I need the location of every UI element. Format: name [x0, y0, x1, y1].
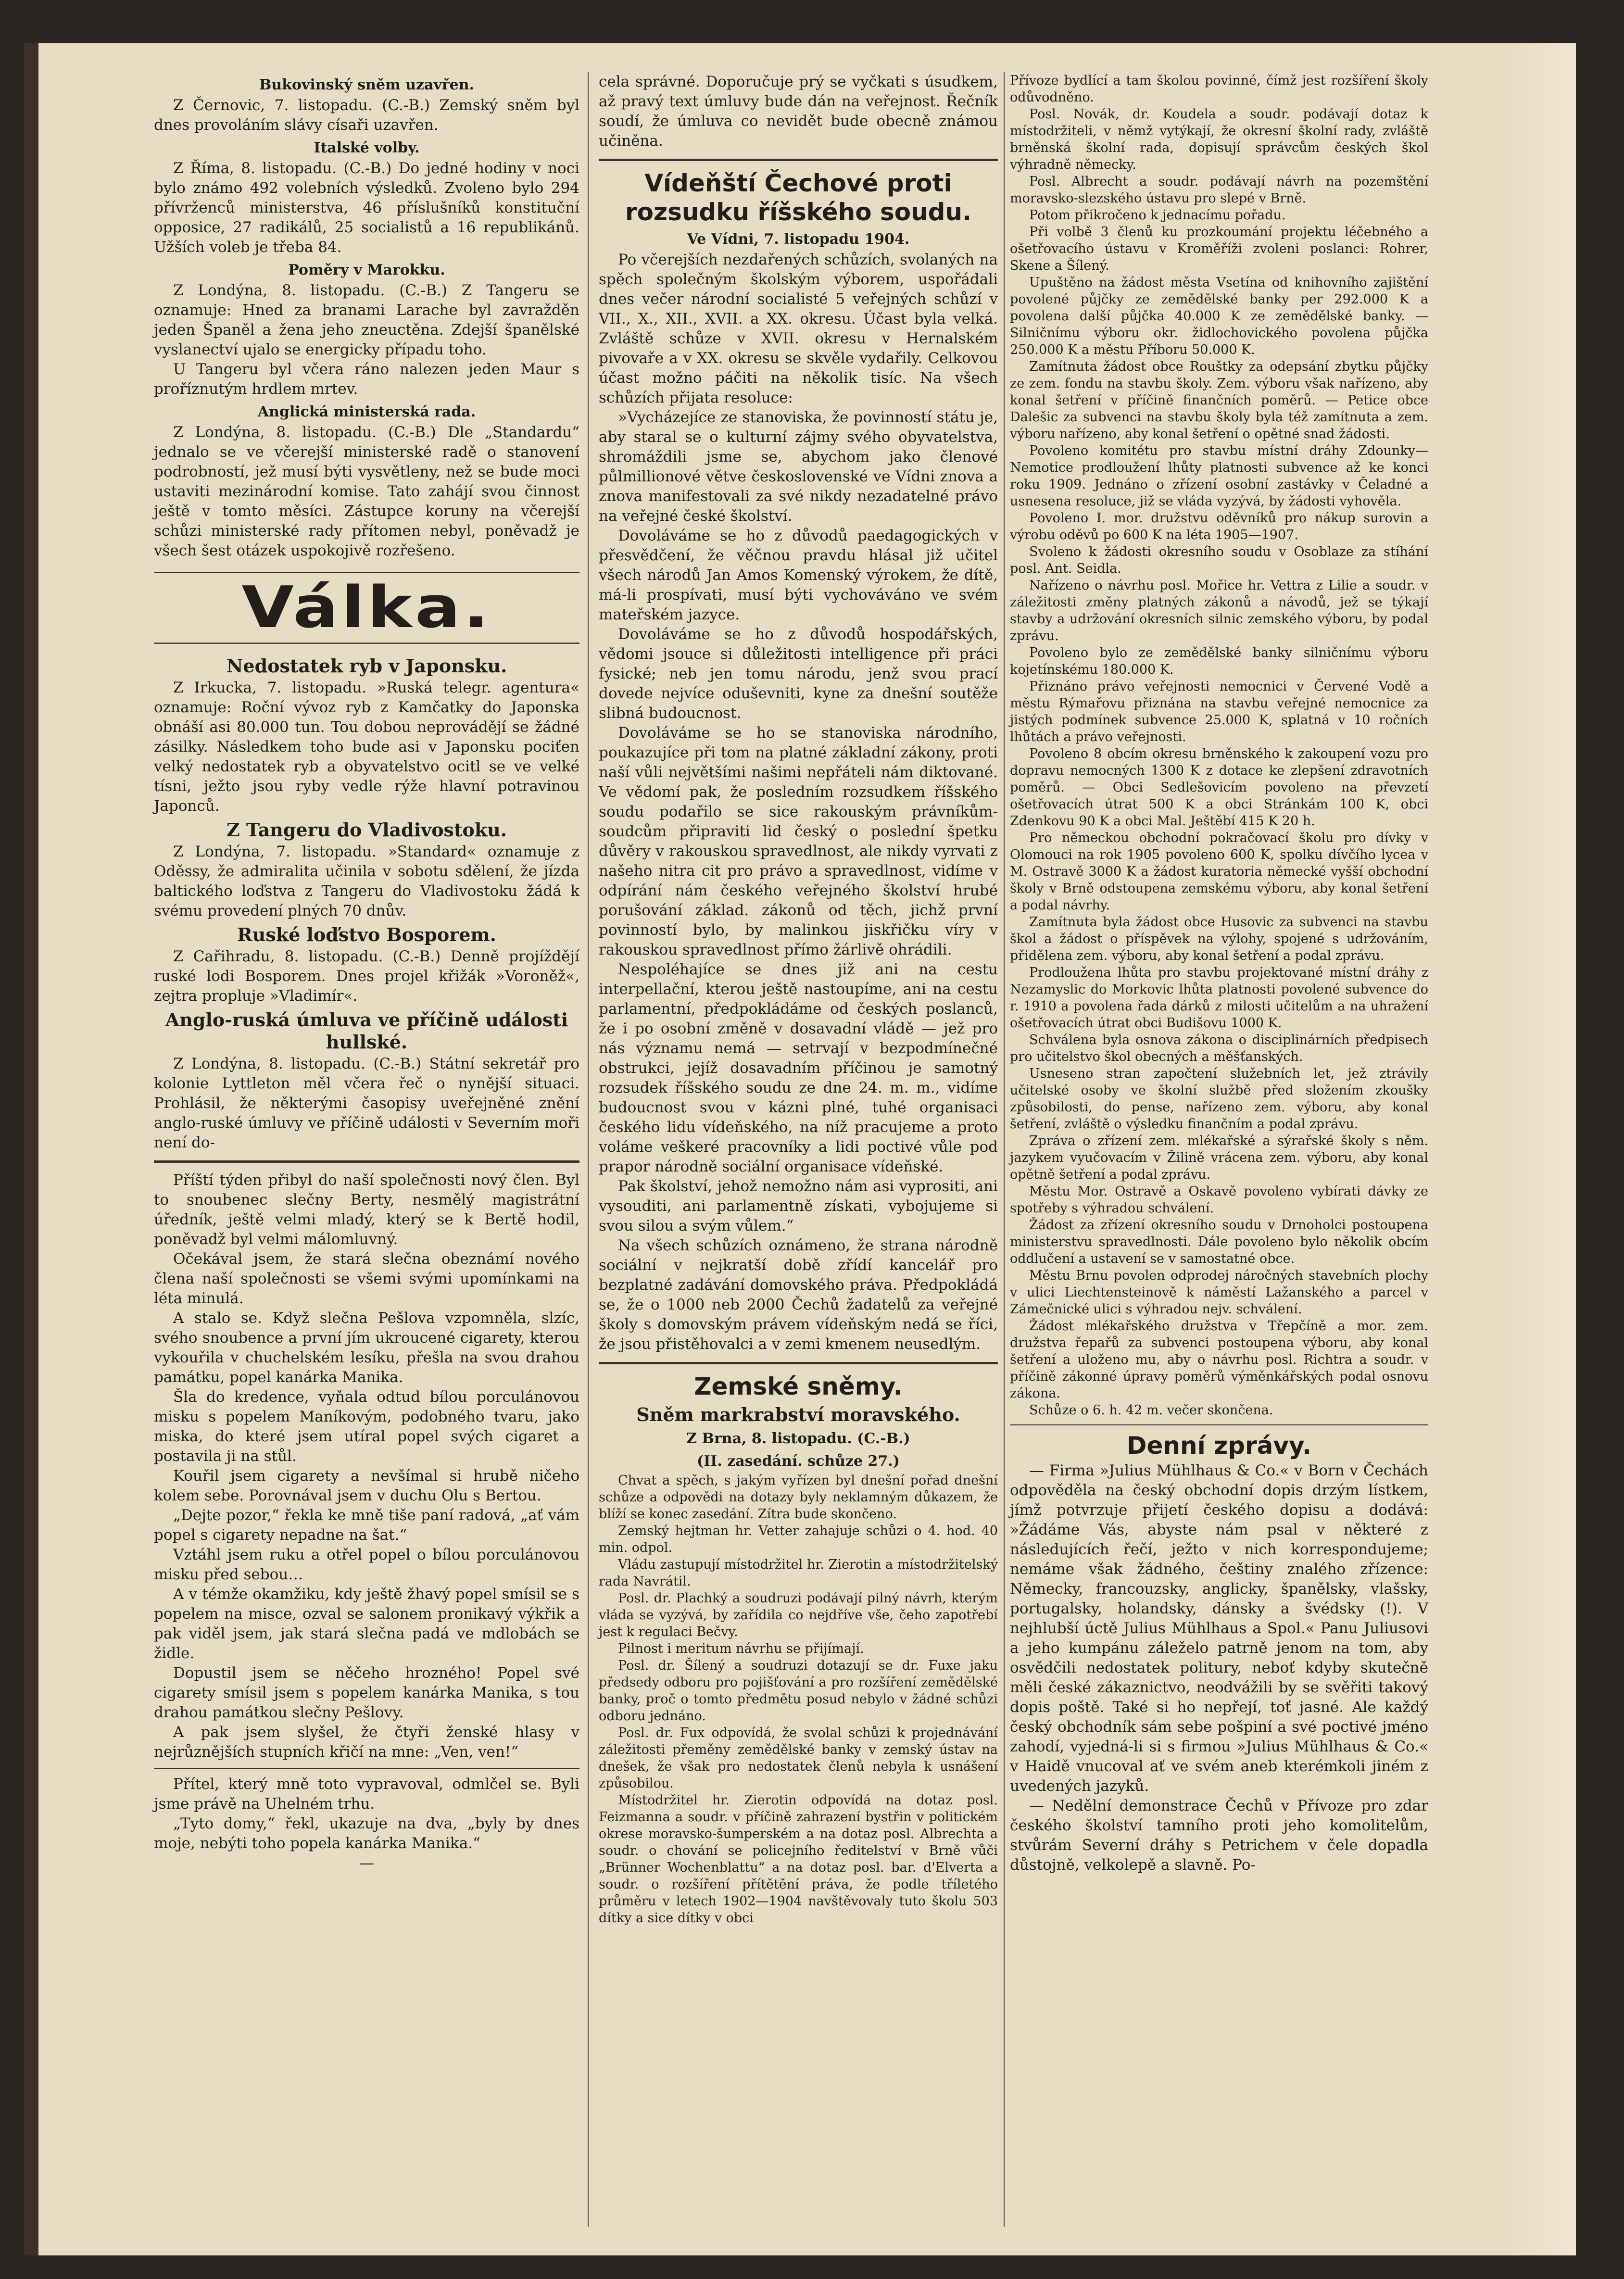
paragraph: Nespoléhajíce se dnes již ani na cestu interpellační, kterou ještě nastoupíme, ani na cestu parlamentní, předpokládáme od českých poslanců, že i po osobní změně v dosavadní vládě — jež pro nás významu nemá — setrvají v bezpodmínečné obstrukci, jejíž dosavadním příčinou je samotný rozsudek říšského soudu ze dne 24. m. m., vidíme budoucnost svou v kázni plné, tuhé organisaci českého lidu vídeňského, na níž pracujeme a proto voláme veškeré pracovníky a lidi poctivé vůle pod prapor národně sociální organisace vídeňské.: [599, 961, 998, 1175]
paragraph: Pak školství, jehož nemožno nám asi vyprositi, ani vysouditi, ani parlamentně získati, vybojujeme si svou silou a svým vůlem.“: [599, 1178, 998, 1234]
paragraph: Dovoláváme se ho z důvodů hospodářských, vědomi jsouce si důležitosti intelligence při práci fysické; neb jen tomu národu, jenž svou prací dovede nejvíce oduševniti, kyne za dnešní soutěže slibná budoucnost.: [599, 626, 998, 722]
paragraph: Příští týden přibyl do naší společnosti nový člen. Byl to snoubenec slečny Berty, nesmělý magistrátní úředník, ještě velmi mladý, který se k Bertě hodil, poněvadž byl velmi málomluvný.: [154, 1171, 579, 1248]
paragraph: Pro německou obchodní pokračovací školu pro dívky v Olomouci na rok 1905 povoleno 600 K, spolku dívčího lycea v M. Ostravě 3000 K a žádost kuratoria německé vyšší obchodní školy v Brně odstoupena zemskému výboru, aby konal šetření a podal návrhy.: [1010, 831, 1428, 913]
paragraph: Z Londýna, 8. listopadu. (C.-B.) Z Tangeru se oznamuje: Hned za branami Larache byl zavražděn jeden Španěl a žena jeho zneuctěna. Zdejší španělské vyslanectví ujalo se energicky případu toho.: [154, 282, 579, 358]
paragraph: Přiznáno právo veřejnosti nemocnici v Červené Vodě a městu Rýmařovu přiznána na stavbu veřejné nemocnice za jistých podmínek subvence 25.000 K, splatná v 10 ročních lhůtách a právo veřejnosti.: [1010, 679, 1428, 744]
paragraph: Z Irkucka, 7. listopadu. »Ruská telegr. agentura« oznamuje: Roční vývoz ryb z Kamčatky do Japonska obnáší asi 80.000 tun. Tou dobou neprovádějí se žádné zásilky. Následkem toho bude asi v Japonsku pociťen velký nedostatek ryb a obyvatelstvo ocitl se ve velké tísni, ježto jsou ryby vedle rýže hlavní potravinou Japonců.: [154, 679, 579, 815]
paragraph: Zamítnuta žádost obce Rouštky za odepsání zbytku půjčky ze zem. fondu na stavbu školy. Zem. výboru však nařízeno, aby konal šetření v příčině finančních poměrů. — Petice obce Dalešic za subvenci na stavbu školy byla též zamítnuta a zem. výboru nařízeno, aby konal šetření o opětné snad žádosti.: [1010, 359, 1428, 441]
paragraph: Zemský hejtman hr. Vetter zahajuje schůzi o 4. hod. 40 min. odpol.: [599, 1524, 998, 1555]
paragraph: Přívoze bydlící a tam školou povinné, čímž jest rozšíření školy odůvodněno.: [1010, 73, 1428, 105]
paragraph: Očekával jsem, že stará slečna obeznámí nového člena naší společnosti se všemi svými upomínkami na léta minulá.: [154, 1250, 579, 1307]
paragraph: Pilnost i meritum návrhu se přijímají.: [618, 1641, 864, 1656]
paragraph: Vládu zastupují místodržitel hr. Zierotin a místodržitelský rada Navrátil.: [599, 1557, 998, 1589]
paragraph: A stalo se. Když slečna Pešlova vzpomněla, slzíc, svého snoubence a první jím ukroucené cigarety, kterou vykouřila v chuchelském lesíku, přešla na svou drahou památku, popel kanárka Manika.: [154, 1309, 579, 1386]
newspaper-page: [24, 43, 1576, 2255]
paragraph: Posl. Albrecht a soudr. podávají návrh na pozemštění moravsko-slezského ústavu pro slepé v Brně.: [1010, 174, 1428, 206]
section-heading: Z Tangeru do Vladivostoku.: [226, 819, 507, 841]
section-heading: Poměry v Marokku.: [288, 262, 445, 278]
section-rule: [1010, 1424, 1428, 1425]
paragraph: Svoleno k žádosti okresního soudu v Osoblaze za stíhání posl. Ant. Seidla.: [1010, 544, 1428, 576]
paragraph: Kouřil jsem cigarety a nevšímal si hrubě ničeho kolem sebe. Porovnával jsem v duchu Olu s Bertou.: [154, 1467, 579, 1504]
paragraph: Žádost za zřízení okresního soudu v Drnoholci postoupena ministerstvu spravedlnosti. Dále povoleno bylo několik obcím oddlučení a ustavení se v samostatné obce.: [1010, 1218, 1428, 1266]
section-rule: [599, 1362, 998, 1364]
paragraph: Povoleno I. mor. družstvu oděvníků pro nákup surovin a výrobu oděvů po 600 K na léta 1905—1907.: [1010, 511, 1428, 542]
paragraph: Upuštěno na žádost města Vsetína od knihovního zajištění povolené půjčky ze zemědělské banky per 292.000 K a povolena další půjčka 40.000 K ze zemědělské banky. — Silničnímu výboru okr. židlochovického povolena půjčka 250.000 K a městu Příboru 50.000 K.: [1010, 275, 1428, 357]
paragraph: Potom přikročeno k jednacímu pořadu.: [1029, 208, 1286, 223]
section-heading: Nedostatek ryb v Japonsku.: [226, 655, 507, 677]
column-divider: [1004, 72, 1005, 2227]
section-heading: Anglická ministerská rada.: [257, 403, 476, 420]
paragraph: Z Londýna, 8. listopadu. (C.-B.) Státní sekretář pro kolonie Lyttleton měl včera řeč o nynější situaci. Prohlásil, že některými časopisy uveřejněné znění anglo-ruské úmluvy ve příčině události v Severním moři není do-: [154, 1055, 579, 1151]
paragraph: Městu Mor. Ostravě a Oskavě povoleno vybírati dávky ze spotřeby s výhradou schválení.: [1010, 1184, 1428, 1216]
paragraph: „Dejte pozor,“ řekla ke mně tiše paní radová, „ať vám popel s cigarety nepadne na šat.“: [154, 1507, 579, 1544]
paragraph: Z Londýna, 8. listopadu. (C.-B.) Dle „Standardu“ jednalo se ve včerejší ministerské radě o stanovení podrobností, jež musí býti vysvětleny, než se bude moci ustaviti mezinárodní komise. Tato zahájí svou činnost ještě v tomto měsíci. Zástupce koruny na včerejší schůzi ministerské rady přítomen nebyl, poněvadž je všech šest otázek uspokojivě rozřešeno.: [154, 424, 579, 559]
section-heading: Italské volby.: [314, 139, 420, 156]
paragraph: Při volbě 3 členů ku prozkoumání projektu léčebného a ošetřovacího ústavu v Kroměříži zvoleni poslanci: Rohrer, Skene a Šílený.: [1010, 225, 1428, 273]
paragraph: Přítel, který mně toto vypravoval, odmlčel se. Byli jsme právě na Uhelném trhu.: [154, 1775, 579, 1813]
paragraph: Posl. dr. Plachký a soudruzi podávají pilný návrh, kterým vláda se vyzývá, by zařídila co nejdříve vše, čeho zapotřebí jest k regulaci Bečvy.: [599, 1591, 998, 1639]
paragraph: Schůze o 6. h. 42 m. večer skončena.: [1029, 1403, 1273, 1418]
paragraph: Z Cařihradu, 8. listopadu. (C.-B.) Denně projíždějí ruské lodi Bosporem. Dnes projel křižák »Voroněž«, zejtra propluje »Vladimír«.: [154, 948, 579, 1005]
paragraph: Vztáhl jsem ruku a otřel popel o bílou porculánovou misku před sebou…: [154, 1546, 579, 1583]
paragraph: Zpráva o zřízení zem. mlékařské a sýrařské školy s něm. jazykem vyučovacím v Žilině vrácena zem. výboru, aby konal opětně šetření a podal zprávu.: [1010, 1133, 1428, 1182]
column-1: [154, 72, 579, 1873]
section-heading: Anglo-ruská úmluva ve příčině události hullské.: [165, 1009, 568, 1053]
paragraph: Usneseno stran započtení služebních let, jež ztrávily učitelské osoby ve školní službě před složením zkoušky způsobilosti, do pense, nařízeno zem. výboru, aby konal šetření, zvláště o výsledku finančním a podal zprávu.: [1010, 1066, 1428, 1132]
paragraph: cela správné. Doporučuje prý se vyčkati s úsudkem, až pravý text úmluvy bude dán na veřejnost. Řečník soudí, že úmluva co nevidět bude obecně známou učiněna.: [599, 73, 998, 150]
paragraph: Posl. dr. Fux odpovídá, že svolal schůzi k projednávání záležitosti přeměny zemědělské banky v zemský ústav na dnešek, že však pro nedostatek členů nebyla k usnášení způsobilou.: [599, 1725, 998, 1791]
paragraph: „Tyto domy,“ řekl, ukazuje na dva, „byly by dnes moje, nebýti toho popela kanárka Manika.“: [154, 1815, 579, 1852]
paragraph: Nařízeno o návrhu posl. Mořice hr. Vettra z Lilie a soudr. v záležitosti změny platných zákonů a návodů, jež se týkají stavby a udržování okresních silnic zemského výboru, by podal zprávu.: [1010, 578, 1428, 643]
paragraph: Místodržitel hr. Zierotin odpovídá na dotaz posl. Feizmanna a soudr. v příčině zahrazení bystřin v politickém okrese moravsko-šumperském a na dotaz posl. Albrechta a soudr. o chování se policejního ředitelství v Brně vůči „Brünner Wochenblattu“ a na dotaz posl. bar. d'Elverta a soudr. o rozšíření přítětění práva, že podle tříletého průměru v letech 1902—1904 navštěvovaly tuto školu 503 dítky a sice dítky v obci: [599, 1793, 998, 1926]
column-3: [1010, 72, 1428, 1875]
paragraph: Městu Brnu povolen odprodej náročných stavebních plochy v ulici Liechtensteinově k náměstí Lažanského a parcel v Zámečnické ulici s výhradou nejv. schválení.: [1010, 1268, 1428, 1317]
section-rule: [599, 159, 998, 161]
section-heading: Z Brna, 8. listopadu. (C.-B.): [686, 1430, 910, 1447]
section-heading: (II. zasedání. schůze 27.): [697, 1453, 900, 1470]
paragraph: — Nedělní demonstrace Čechů v Přívoze pro zdar českého školství tamního proti jeho komolitelům, stvůrám Severní dráhy s Petrichem v čele dopadla důstojně, velkolepě a slavně. Po-: [1010, 1797, 1428, 1874]
section-heading: Bukovinský sněm uzavřen.: [259, 76, 474, 93]
war-banner: Válka.: [154, 572, 579, 644]
paragraph: Žádost mlékařského družstva v Třepčíně a mor. zem. družstva řepařů za subvenci postoupena výboru, aby konal šetření a uloženo mu, aby o návrhu posl. Richtra a soudr. v příčině zákonné úpravy poměrů výměnkářských podal osnovu zákona.: [1010, 1319, 1428, 1401]
paragraph: U Tangeru byl včera ráno nalezen jeden Maur s proříznutým hrdlem mrtev.: [154, 361, 579, 398]
page-binding: [24, 43, 38, 2255]
paragraph: A pak jsem slyšel, že čtyři ženské hlasy v nejrůznějších stupních křičí na mne: „Ven, ven!“: [154, 1724, 579, 1761]
paragraph: Posl. dr. Šílený a soudruzi dotazují se dr. Fuxe jaku předsedy odboru pro pojišťování a pro rozšíření zemědělské banky, proč o tomto předmětu posud nebylo v žádné schůzi odboru jednáno.: [599, 1658, 998, 1724]
section-rule: [154, 1768, 579, 1769]
paragraph: Šla do kredence, vyňala odtud bílou porculánovou misku s popelem Maníkovým, podobného tvaru, jako miska, do které jsem utíral popel svých cigaret a postavila ji na stůl.: [154, 1388, 579, 1465]
paragraph: »Vycházejíce ze stanoviska, že povinností státu je, aby staral se o kulturní zájmy svého obyvatelstva, shromáždili jsme se, abychom jako členové půlmillionové větve československé ve Vídni znova a znova manifestovali za své nikdy nezadatelné právo na veřejné české školství.: [599, 409, 998, 525]
section-heading: Ruské loďstvo Bosporem.: [237, 924, 496, 945]
paragraph: Po včerejších nezdařených schůzích, svolaných na spěch společným školským výborem, uspořádali dnes večer národní socialisté 5 veřejných schůzí v VII., X., XII., XVII. a XX. okresu. Účast byla velká. Zvláště schůze v XVII. okresu v Hernalském pivovaře a v XX. okresu se skvěle vydařily. Celkovou účast možno páčiti na několik tisíc. Na všech schůzích přijata resoluce:: [599, 251, 998, 406]
section-heading: Ve Vídni, 7. listopadu 1904.: [687, 231, 910, 248]
paragraph: Prodloužena lhůta pro stavbu projektované místní dráhy z Nezamyslic do Morkovic lhůta platnosti povolené subvence do r. 1910 a povolena řada dárků z milosti učitelům a na uhražení ošetřovacích útrat obci Budišovu 1000 K.: [1010, 965, 1428, 1031]
section-heading: Sněm markrabství moravského.: [636, 1404, 960, 1425]
page-edge: [1504, 43, 1576, 2255]
paragraph: Povoleno komitétu pro stavbu místní dráhy Zdounky—Nemotice prodloužení lhůty platnosti subvence až ke konci roku 1909. Jednáno o zřízení osobní zastávky v Čeladné a usnesena resoluce, již se vláda vyzývá, by žádosti vyhověla.: [1010, 443, 1428, 509]
paragraph: Na všech schůzích oznámeno, že strana národně sociální v nejkratší době zřídí kancelář pro bezplatné zadávání domovského práva. Předpokládá se, že o 1000 neb 2000 Čechů žadatelů za veřejné školy s domovským právem vídeňským nedá se říci, že jsou přistěhovalci a v zemi kmenem neusedlým.: [599, 1237, 998, 1353]
paragraph: Zamítnuta byla žádost obce Husovic za subvenci na stavbu škol a žádost o příspěvek na výlohy, spojené s udržováním, přidělena zem. výboru, aby konal šetření a podal zprávu.: [1010, 915, 1428, 963]
paragraph: Dopustil jsem se něčeho hrozného! Popel své cigarety smísil jsem s popelem kanárka Manika, s tou drahou památkou slečny Pešlovy.: [154, 1664, 579, 1721]
paragraph: — Firma »Julius Mühlhaus & Co.« v Born v Čechách odpověděla na český obchodní dopis drzým lístkem, jímž potvrzuje přijetí českého dopisu a dodává: »Žádáme Vás, abyste nám psal v některé z následujících řečí, ježto v nich korrespondujeme; nemáme však žádného, češtiny znalého zřízence: Německy, francouzsky, anglicky, španělsky, vlašsky, portugalsky, holandsky, dánsky a švédsky (!). V nejhlubší úctě Julius Mühlhaus a Spol.« Panu Juliusovi a jeho kumpánu záleželo patrně jenom na tom, aby osvědčili nedostatek politury, neboť kdyby skutečně měli české zákaznictvo, neodvážili by se svěřiti takový dopis poště. Také si ho nepřejí, toť jasné. Ale každý český obchodník sám sebe pošpiní a své poctivé jméno zahodí, vyjedná-li si s firmou »Julius Mühlhaus & Co.« v Haidě vnucoval ať ve svém aneb kterémkoli jiném z uvedených jazyků.: [1010, 1462, 1428, 1795]
article-headline: Zemské sněmy.: [694, 1372, 903, 1400]
section-rule: [154, 1160, 579, 1163]
paragraph: Schválena byla osnova zákona o disciplinárních předpisech pro učitelstvo škol obecných a měšťanských.: [1010, 1032, 1428, 1064]
article-headline: Vídeňští Čechové proti rozsudku říšského soudu.: [625, 169, 972, 226]
end-mark: —: [359, 1854, 374, 1872]
paragraph: A v témže okamžiku, kdy ještě žhavý popel smísil se s popelem na misce, ozval se salonem pronikavý výkřik a pak viděl jsem, jak stará slečna padá ve mdlobách se židle.: [154, 1586, 579, 1662]
paragraph: Z Říma, 8. listopadu. (C.-B.) Do jedné hodiny v noci bylo známo 492 volebních výsledků. Zvoleno bylo 294 přívrženců ministerstva, 46 příslušníků konstituční opposice, 27 radikálů, 25 socialistů a 16 republikánů. Užších voleb je třeba 84.: [154, 160, 579, 256]
paragraph: Chvat a spěch, s jakým vyřízen byl dnešní pořad dnešní schůze a odpovědi na dotazy byly neklamným důkazem, že blíží se konec zasedání. Zítra bude skončeno.: [599, 1473, 998, 1522]
paragraph: Posl. Novák, dr. Koudela a soudr. podávají dotaz k místodržiteli, v němž vytýkají, že okresní školní rady, zvláště brněnská školní rada, dopisují správcům českých škol výhradně německy.: [1010, 107, 1428, 172]
paragraph: Povoleno bylo ze zemědělské banky silničnímu výboru kojetínskému 180.000 K.: [1010, 645, 1428, 677]
column-divider: [588, 72, 589, 2227]
paragraph: Povoleno 8 obcím okresu brněnského k zakoupení vozu pro dopravu nemocných 1300 K z dotace ke zlepšení zdravotních poměrů. — Obci Sedlešovicím povoleno na převzetí ošetřovacích útrat 500 K a obci Stránkám 100 K, obci Zdenkovu 90 K a obci Mal. Ještěbí 415 K 20 h.: [1010, 746, 1428, 829]
column-2: [599, 72, 998, 1926]
paragraph: Z Černovic, 7. listopadu. (C.-B.) Zemský sněm byl dnes provoláním slávy císaři uzavřen.: [154, 97, 579, 134]
article-headline: Denní zprávy.: [1126, 1432, 1312, 1460]
paragraph: Z Londýna, 7. listopadu. »Standard« oznamuje z Oděssy, že admiralita učinila v sobotu sdělení, že jízda baltického loďstva z Tangeru do Vladivostoku žádá k svému provedení plných 70 dnův.: [154, 843, 579, 919]
paragraph: Dovoláváme se ho se stanoviska národního, poukazujíce při tom na platné základní zákony, proti naší vůli největšími našimi nepřáteli nám diktované. Ve vědomí pak, že posledním rozsudkem říšského soudu podařilo se sice rakouským právníkům-soudcům připraviti lid český o poslední špetku důvěry v rakouskou spravedlnost, ale nikdy vyrvati z našeho nitra cit pro právo a spravedlnost, vidíme v odpírání nám českého veřejného školství hrubé porušování základ. zákonů od těch, jichž první povinností bylo, by malinkou jiskřičku víry v rakouskou spravedlnost přímo žárlivě ohrádili.: [599, 724, 998, 958]
paragraph: Dovoláváme se ho z důvodů paedagogických v přesvědčení, že věčnou pravdu hlásal již učitel všech národů Jan Amos Komenský výrokem, že dítě, má-li prospívati, musí býti vychováváno ve svém mateřském jazyce.: [599, 527, 998, 623]
